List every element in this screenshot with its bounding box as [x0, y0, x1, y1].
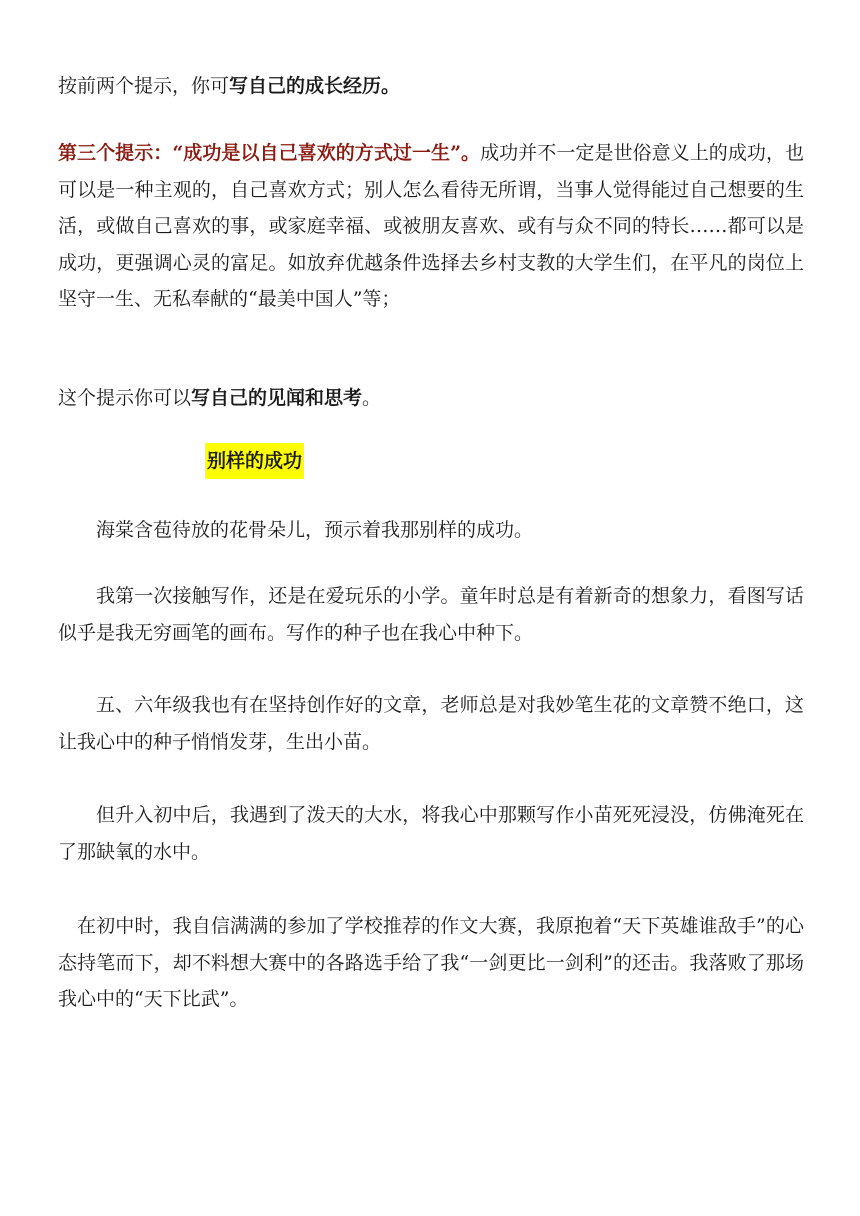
essay-paragraph-1: 海棠含苞待放的花骨朵儿，预示着我那别样的成功。	[96, 519, 534, 541]
essay-paragraph-4: 但升入初中后，我遇到了泼天的大水，将我心中那颗写作小苗死死浸没，仿佛淹死在了那缺氧的水中。	[58, 804, 804, 863]
conclusion-text: 这个提示你可以	[58, 387, 192, 409]
conclusion-end: 。	[362, 387, 382, 409]
hint-paragraph-3-conclusion	[58, 380, 804, 417]
conclusion-emphasis: 写自己的见闻和思考	[191, 387, 363, 409]
hint-1-emphasis: 写自己的成长经历。	[229, 75, 401, 97]
essay-paragraph-5: 在初中时，我自信满满的参加了学校推荐的作文大赛，我原抱着“天下英雄谁敌手”的心态持笔而下，却不料想大赛中的各路选手给了我“一剑更比一剑利”的还击。我落败了那场我心中的“天下比武”。	[58, 915, 804, 1010]
essay-paragraph-3: 五、六年级我也有在坚持创作好的文章，老师总是对我妙笔生花的文章赞不绝口，这让我心中的种子悄悄发芽，生出小苗。	[58, 694, 804, 753]
hint-1-text: 按前两个提示，你可	[58, 75, 230, 97]
essay-title: 别样的成功	[205, 443, 304, 479]
essay-paragraph-2: 我第一次接触写作，还是在爱玩乐的小学。童年时总是有着新奇的想象力，看图写话似乎是我无穷画笔的画布。写作的种子也在我心中种下。	[58, 585, 804, 644]
third-hint-heading: 第三个提示：“成功是以自己喜欢的方式过一生”。	[58, 142, 481, 164]
hint-paragraph-3	[58, 135, 804, 318]
third-hint-body: 成功并不一定是世俗意义上的成功，也可以是一种主观的，自己喜欢方式；别人怎么看待无所谓，当事人觉得能过自己想要的生活，或做自己喜欢的事，或家庭幸福、或被朋友喜欢、或有与众不同的特长……都可以是成功，更强调心灵的富足。如放弃优越条件选择去乡村支教的大学生们，在平凡的岗位上坚守一生、无私奉献的“最美中国人”等；	[58, 142, 804, 310]
hint-paragraph-1	[58, 68, 804, 105]
